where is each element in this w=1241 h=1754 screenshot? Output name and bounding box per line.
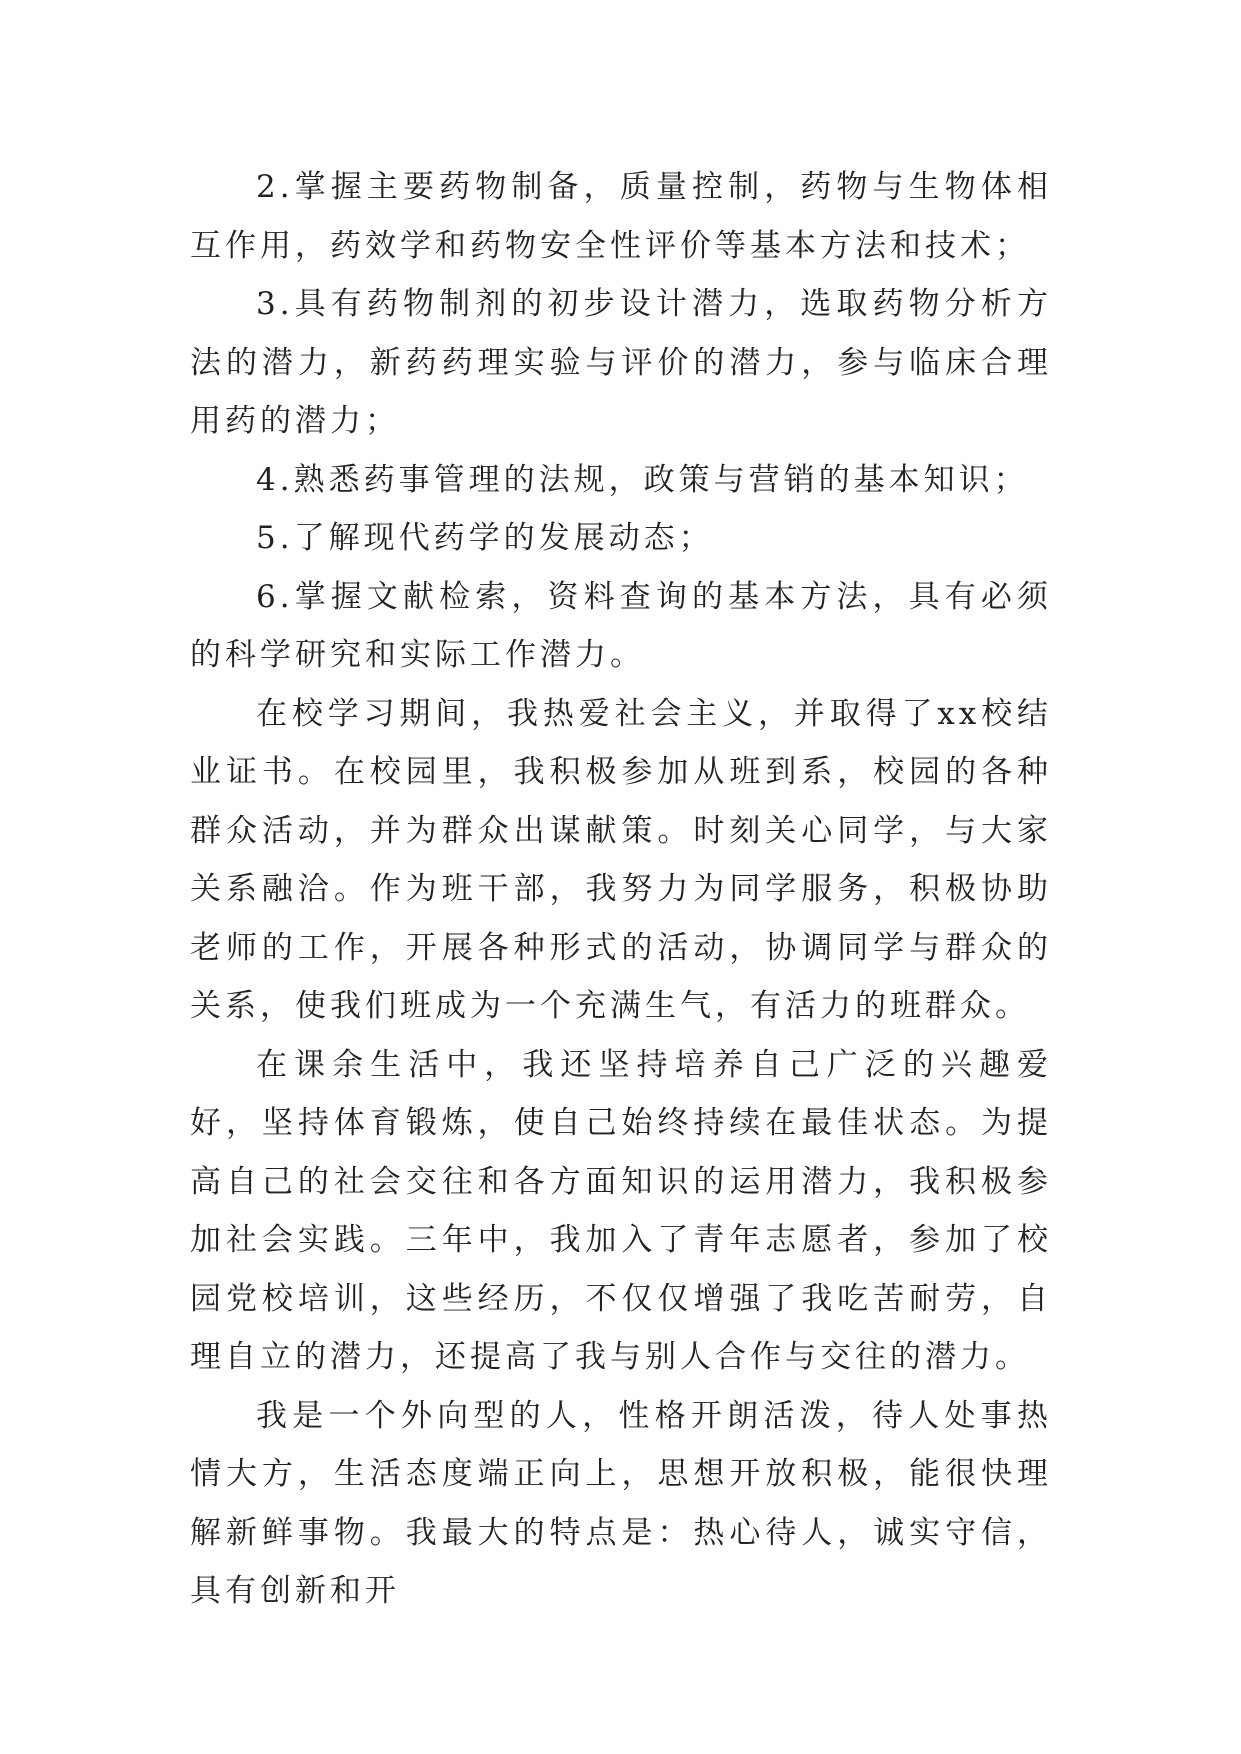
paragraph-item-6: 6.掌握文献检索，资料查询的基本方法，具有必须的科学研究和实际工作潜力。 (190, 578, 1052, 673)
paragraph-personality: 我是一个外向型的人，性格开朗活泼，待人处事热情大方，生活态度端正向上，思想开放积极，能很快理解新鲜事物。我最大的特点是：热心待人，诚实守信，具有创新和开 (190, 1397, 1052, 1609)
paragraph-extracurricular: 在课余生活中，我还坚持培养自己广泛的兴趣爱好，坚持体育锻炼，使自己始终持续在最佳状态。为提高自己的社会交往和各方面知识的运用潜力，我积极参加社会实践。三年中，我加入了青年志愿者，参加了校园党校培训，这些经历，不仅仅增强了我吃苦耐劳，自理自立的潜力，还提高了我与别人合作与交往的潜力。 (190, 1046, 1052, 1375)
paragraph-item-4: 4.熟悉药事管理的法规，政策与营销的基本知识； (256, 461, 1029, 498)
paragraph-item-2: 2.掌握主要药物制备，质量控制，药物与生物体相互作用，药效学和药物安全性评价等基本方法和技术； (190, 169, 1052, 264)
document-body (190, 158, 1052, 1621)
paragraph-school-study: 在校学习期间，我热爱社会主义，并取得了xx校结业证书。在校园里，我积极参加从班到系，校园的各种群众活动，并为群众出谋献策。时刻关心同学，与大家关系融洽。作为班干部，我努力为同学服务，积极协助老师的工作，开展各种形式的活动，协调同学与群众的关系，使我们班成为一个充满生气，有活力的班群众。 (190, 695, 1052, 1024)
paragraph-item-3: 3.具有药物制剂的初步设计潜力，选取药物分析方法的潜力，新药药理实验与评价的潜力，参与临床合理用药的潜力； (190, 286, 1052, 439)
paragraph-item-5: 5.了解现代药学的发展动态； (256, 520, 714, 556)
